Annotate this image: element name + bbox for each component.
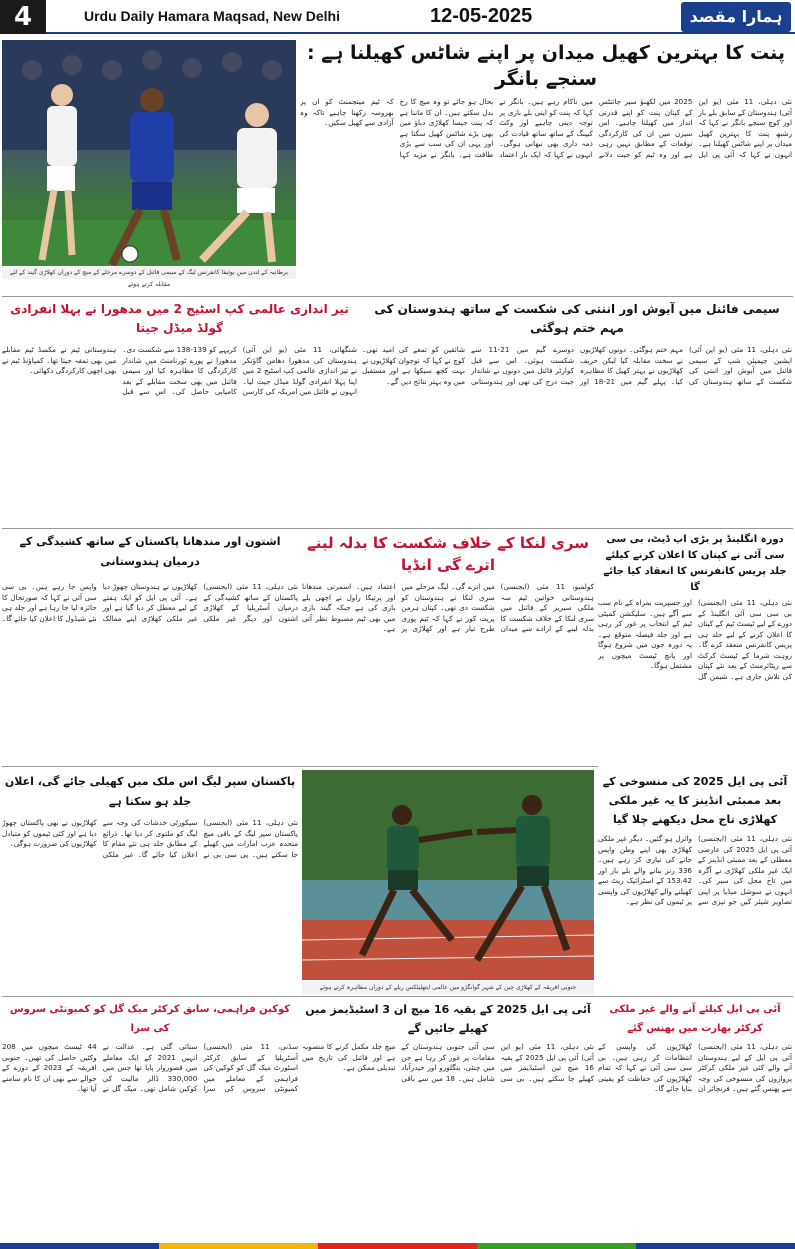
football-photo-caption: برطانیہ کے لندن میں یوئیفا کانفرنس لیگ کے سیمی فائنل کے دوسرے مرحلے کے میچ کے دوران کھلاڑی گیند کے لئے مقابلہ کرتے ہوئے xyxy=(2,267,296,279)
ipl-remaining-body: نئی دہلی، 11 مئی (یو این آئی) آئی پی ایل 2025 کے بقیہ 16 میچ تین اسٹیڈیمز میں کھیلے جا سکتے ہیں۔ بی سی سی آئی جنوبی ہندوستان کے مقامات پر غور کر رہا ہے جن میں چنئی، بنگلورو اور حیدرآباد شامل ہیں۔ 18 میں سے باقی میچ جلد مکمل کرنے کا منصوبہ ہے اور فائنل کی تاریخ میں تبدیلی ممکن ہے۔ xyxy=(302,1042,594,1083)
ipl-players-body: نئی دہلی، 11 مئی (ایجنسی) آئی پی ایل 2025 کی عارضی معطلی کے بعد ممبئی انڈینز کے ایک غیر ملکی کھلاڑی نے آگرہ میں تاج محل کی سیر کی۔ انہوں نے سوشل میڈیا پر اپنی تصاویر شیئر کیں جو تیزی سے وائرل ہو گئیں۔ دیگر غیر ملکی کھلاڑی بھی اپنے وطن واپس جانے کی تیاری کر رہے ہیں۔ 336 رنز بنانے والے بلے باز اور 153.42 کے اسٹرائیک ریٹ سے کھیلنے والے کھلاڑیوں کی واپسی پر ٹیموں کی نظر ہے۔ xyxy=(598,834,792,906)
football-illustration xyxy=(2,40,296,266)
pant-headline: پنت کا بہترین کھیل میدان پر اپنے شاٹس کھیلنا ہے : سنجے بانگر xyxy=(306,42,786,90)
publication-name: Urdu Daily Hamara Maqsad, New Delhi xyxy=(84,8,340,24)
ipl-remaining-headline: آئی پی ایل 2025 کے بقیہ 16 میچ ان 3 اسٹیڈیمز میں کھیلے جائیں گے xyxy=(305,1003,591,1035)
divider xyxy=(2,766,598,767)
archery-body: شنگھائی، 11 مئی (یو این آئی) ہندوستان کی مدھورا دھامن گاؤنکر نے تیر اندازی عالمی کپ اسٹیج 2 میں اپنا پہلا انفرادی گولڈ میڈل جیت لیا۔ انہوں نے فائنل میں امریکہ کی کارسن کریہے کو 139-138 سے شکست دی۔ مدھورا نے پورے ٹورنامنٹ میں شاندار کارکردگی کا مظاہرہ کیا اور سیمی فائنل میں بھی سخت مقابلے کے بعد کامیابی حاصل کی۔ اس سے قبل ہندوستانی ٹیم نے مکسڈ ٹیم مقابلے میں بھی تمغہ جیتا تھا۔ کمپاؤنڈ ٹیم نے بھی اچھی کارکردگی دکھائی۔ xyxy=(2,345,357,396)
athletics-photo xyxy=(302,770,594,980)
page-number: 4 xyxy=(0,0,46,34)
ipl-foreign-headline: آئی پی ایل کیلئے آنے والے غیر ملکی کرکٹر بھارت میں پھنس گئے xyxy=(609,1004,781,1034)
srilanka-body: کولمبو، 11 مئی (ایجنسی) ہندوستانی خواتین ٹیم سہ ملکی سیریز کے فائنل میں سری لنکا کے خلاف شکست کا بدلہ لینے کے ارادے سے میدان میں اترے گی۔ لیگ مرحلے میں سری لنکا نے ہندوستان کو شکست دی تھی۔ کپتان ہرمن پریت کور نے کہا کہ ٹیم پوری طرح تیار ہے اور کھلاڑی پر اعتماد ہیں۔ اسمرتی مندھانا اور پرتیکا راول نے اچھی بلے بازی کی ہے جبکہ گیند بازی میں بھی ٹیم مضبوط نظر آتی ہے۔ xyxy=(302,582,594,633)
england-body: نئی دہلی، 11 مئی (ایجنسی) بی سی سی آئی انگلینڈ کے دورے کے لیے ٹیسٹ ٹیم کے کپتان کا اعلان کرنے کے لیے جلد ہی پریس کانفرنس منعقد کرے گا۔ روہت شرما کے ٹیسٹ کرکٹ سے ریٹائرمنٹ کے بعد نئے کپتان کی تلاش جاری ہے۔ شبمن گل اور جسپریت بمراہ کے نام سب سے آگے ہیں۔ سلیکشن کمیٹی ٹیم کے انتخاب پر غور کر رہی ہے اور جلد فیصلہ متوقع ہے۔ یہ دورہ جون میں شروع ہوگا اور پانچ ٹیسٹ میچوں پر مشتمل ہوگا۔ xyxy=(598,598,792,681)
cocaine-headline: کوکین فراہمی، سابق کرکٹر میک گل کو کمیونٹی سروس کی سزا xyxy=(9,1004,291,1034)
divider xyxy=(2,996,793,997)
footer-color-bar xyxy=(0,1243,795,1249)
archery-headline: تیر اندازی عالمی کپ اسٹیج 2 میں مدھورا نے پہلا انفرادی گولڈ میڈل جیتا xyxy=(10,302,349,335)
cocaine-body: سڈنی، 11 مئی (ایجنسی) آسٹریلیا کے سابق کرکٹر اسٹورٹ میک گل کو کوکین کی فراہمی کے معاملے میں کمیونٹی سروس کی سزا سنائی گئی ہے۔ عدالت نے انہیں 2021 کے ایک معاملے میں قصوروار پایا تھا جس میں 330,000 ڈالر مالیت کی کوکین شامل تھی۔ میک گل نے 44 ٹیسٹ میچوں میں 208 وکٹیں حاصل کی تھیں۔ جنوبی افریقہ کے 2023 کے دورے کے حوالے سے بھی ان کا نام سامنے آیا تھا۔ xyxy=(2,1042,298,1093)
athletics-illustration xyxy=(302,770,594,980)
semi-body: نئی دہلی، 11 مئی (یو این آئی) ایشین چیمپئن شپ کے سیمی فائنل میں آیوش اور اننتی کی شکست کے ساتھ ہندوستان کی مہم ختم ہوگئی۔ دونوں کھلاڑیوں نے سخت مقابلہ کیا لیکن حریف کھلاڑیوں نے بہتر کھیل کا مظاہرہ کیا۔ پہلے گیم میں 21-18 اور دوسرے گیم میں 21-11 سے شکست ہوئی۔ اس سے قبل کوارٹر فائنل میں دونوں نے شاندار جیت درج کی تھی اور ہندوستانی شائقین کو تمغے کی امید تھی۔ کوچ نے کہا کہ نوجوان کھلاڑیوں نے بہت کچھ سیکھا ہے اور مستقبل میں وہ بہتر نتائج دیں گے۔ xyxy=(362,345,792,386)
ipl-foreign-body: نئی دہلی، 11 مئی (ایجنسی) آئی پی ایل کے لیے ہندوستان آنے والے کئی غیر ملکی کرکٹر پروازوں کی منسوخی کی وجہ سے پھنس گئے ہیں۔ فرنچائز ان کھلاڑیوں کی واپسی کے انتظامات کر رہی ہیں۔ بی سی سی آئی نے کہا کہ تمام کھلاڑیوں کی حفاظت کو یقینی بنایا جائے گا۔ xyxy=(598,1042,792,1093)
psl-headline: پاکستان سپر لیگ اس ملک میں کھیلی جائے گی، اعلان جلد ہو سکتا ہے xyxy=(4,775,296,808)
newspaper-logo: ہمارا مقصد xyxy=(681,2,791,32)
masthead xyxy=(0,0,795,34)
england-headline: دورہ انگلینڈ پر بڑی اپ ڈیٹ، بی سی سی آئی نے کپتان کا اعلان کرنے کیلئے جلد پریس کانفرنس کا انعقاد کیا جائے گا xyxy=(603,534,787,593)
ashton-headline: اشتون اور مندھانا پاکستان کے ساتھ کشیدگی کے درمیان ہندوستانی xyxy=(19,535,281,568)
pant-body: نئی دہلی، 11 مئی (یو این آئی) ہندوستان کے سابق بلے باز اور کوچ سنجے بانگر نے کہا کہ رشبھ پنت کا بہترین کھیل میدان پر اپنے شاٹس کھیلنا ہے۔ انہوں نے کہا کہ آئی پی ایل 2025 میں لکھنؤ سپر جائنٹس کے کپتان پنت کو اپنے قدرتی انداز میں کھیلنا چاہیے۔ اس سیزن میں ان کی کارکردگی توقعات کے مطابق نہیں رہی ہے اور وہ ٹیم کو جیت دلانے میں ناکام رہے ہیں۔ بانگر نے کہا کہ پنت کو اپنی بلے بازی پر توجہ دینی چاہیے اور وکٹ کیپنگ کے ساتھ ساتھ قیادت کی ذمہ داری بھی نبھانی ہوگی۔ انہوں نے کہا کہ ایک بار اعتماد بحال ہو جائے تو وہ میچ کا رخ بدل سکتے ہیں۔ ان کا ماننا ہے کہ پنت جیسا کھلاڑی دباؤ میں بھی بڑے شاٹس کھیل سکتا ہے اور یہی ان کی سب سے بڑی طاقت ہے۔ بانگر نے مزید کہا کہ ٹیم مینجمنٹ کو ان پر بھروسہ رکھنا چاہیے تاکہ وہ آزادی سے کھیل سکیں۔ xyxy=(300,97,792,159)
divider xyxy=(2,528,793,529)
publication-date: 12-05-2025 xyxy=(430,5,533,27)
football-photo xyxy=(2,40,296,266)
semi-headline: سیمی فائنل میں آیوش اور اننتی کی شکست کے ساتھ ہندوستان کی مہم ختم ہوگئی xyxy=(374,302,780,335)
ashton-body: نئی دہلی، 11 مئی (ایجنسی) پاکستان کے ساتھ کشیدگی کے درمیان آسٹریلیا کے کھلاڑی اشتون اور دیگر غیر ملکی کھلاڑیوں نے ہندوستان چھوڑ دیا ہے۔ آئی پی ایل کو ایک ہفتے کے لیے معطل کر دیا گیا ہے اور غیر ملکی کھلاڑی اپنے ممالک واپس جا رہے ہیں۔ بی سی سی آئی نے کہا کہ صورتحال کا جائزہ لیا جا رہا ہے اور جلد ہی نئے شیڈول کا اعلان کیا جائے گا۔ xyxy=(2,582,298,623)
divider xyxy=(2,296,793,297)
srilanka-headline: سری لنکا کے خلاف شکست کا بدلہ لینے اترے گی انڈیا xyxy=(307,534,589,574)
athletics-photo-caption: جنوبی افریقہ کے کھلاڑی چین کے شہر گوانگژو میں عالمی ایتھلیٹکس ریلے کے دوران مظاہرہ کرتے ہوئے xyxy=(302,982,594,994)
psl-body: نئی دہلی، 11 مئی (ایجنسی) پاکستان سپر لیگ کے باقی میچ متحدہ عرب امارات میں کھیلے جا سکتے ہیں۔ پی سی بی نے سیکورٹی خدشات کی وجہ سے لیگ کو ملتوی کر دیا تھا۔ ذرائع کے مطابق جلد ہی نئے مقام کا اعلان کیا جائے گا۔ غیر ملکی کھلاڑیوں نے بھی پاکستان چھوڑ دیا ہے اور کئی ٹیموں کو متبادل کھلاڑیوں کی ضرورت ہوگی۔ xyxy=(2,818,298,859)
ipl-players-headline: آئی پی ایل 2025 کی منسوخی کے بعد ممبئی انڈینز کا یہ غیر ملکی کھلاڑی تاج محل دیکھنے چلا گیا xyxy=(602,775,788,826)
